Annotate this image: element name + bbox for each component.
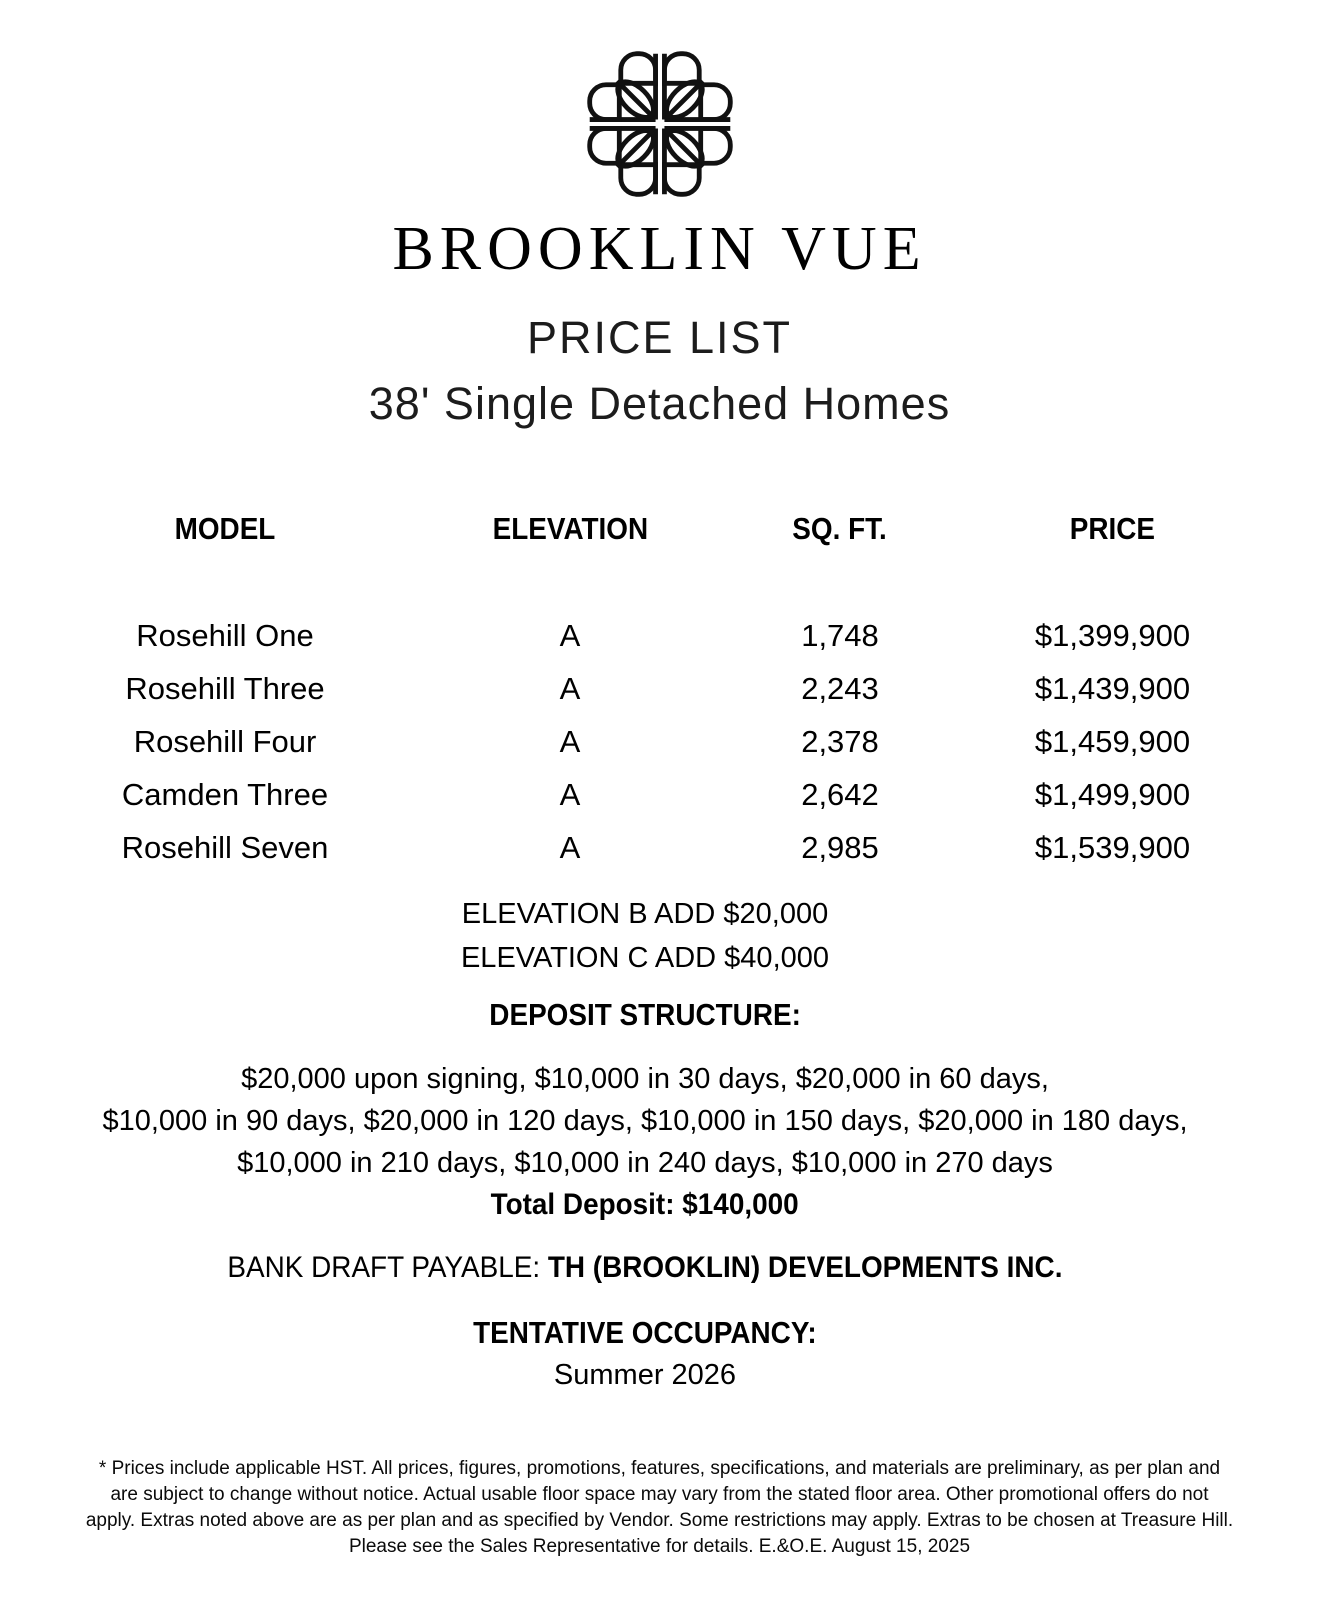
table-header-row [0, 510, 1235, 548]
disclaimer-line: Please see the Sales Representative for details. E.&O.E. August 15, 2025 [348, 1536, 971, 1557]
sqft-cell: 1,748 [801, 618, 879, 653]
brand-name: BROOKLIN VUE [392, 215, 927, 283]
model-cell: Rosehill One [136, 618, 314, 653]
elevation-cell: A [559, 724, 581, 759]
deposit-schedule [0, 1058, 1290, 1226]
sqft-cell: 2,642 [801, 777, 879, 812]
elevation-cell: A [559, 777, 581, 812]
bank-draft-line [0, 1246, 1290, 1289]
elevation-cell: A [559, 671, 581, 706]
bank-draft-payee: TH (BROOKLIN) DEVELOPMENTS INC. [547, 1251, 1063, 1284]
total-deposit: Total Deposit: $140,000 [490, 1188, 800, 1221]
elevation-notes [0, 892, 1290, 980]
column-header-elevation: ELEVATION [492, 511, 648, 546]
price-cell: $1,439,900 [1034, 671, 1191, 706]
deposit-line: $20,000 upon signing, $10,000 in 30 days, $20,000 in 60 days, [241, 1063, 1049, 1095]
price-cell: $1,399,900 [1034, 618, 1191, 653]
price-cell: $1,499,900 [1034, 777, 1191, 812]
elevation-cell: A [559, 618, 581, 653]
column-header-model: MODEL [174, 511, 276, 546]
model-cell: Rosehill Four [133, 724, 317, 759]
deposit-line: $10,000 in 90 days, $20,000 in 120 days, $10,000 in 150 days, $20,000 in 180 days, [102, 1105, 1188, 1137]
table-body [0, 609, 1235, 874]
table-row [0, 715, 1235, 768]
table-row [0, 821, 1235, 874]
bank-draft-label: BANK DRAFT PAYABLE: [227, 1251, 548, 1284]
sqft-cell: 2,378 [801, 724, 879, 759]
elevation-b-note: ELEVATION B ADD $20,000 [461, 898, 829, 930]
elevation-c-note: ELEVATION C ADD $40,000 [460, 942, 830, 974]
model-cell: Rosehill Seven [121, 830, 329, 865]
disclaimer-line: * Prices include applicable HST. All prices, figures, promotions, features, specifications, and materials are preliminary, as per plan and [98, 1458, 1221, 1479]
document-title: PRICE LIST [526, 312, 793, 363]
deposit-line: $10,000 in 210 days, $10,000 in 240 days, $10,000 in 270 days [237, 1147, 1053, 1179]
disclaimer-line: apply. Extras noted above are as per plan and as specified by Vendor. Some restrictions may apply. Extras to be chosen at Treasure Hill. [85, 1510, 1234, 1531]
elevation-cell: A [559, 830, 581, 865]
table-row [0, 662, 1235, 715]
price-table [0, 510, 1319, 874]
table-row [0, 609, 1235, 662]
legal-disclaimer [0, 1456, 1319, 1560]
model-cell: Camden Three [121, 777, 329, 812]
column-header-sqft: SQ. FT. [792, 511, 888, 546]
document-subtitle: 38' Single Detached Homes [368, 378, 951, 429]
model-cell: Rosehill Three [125, 671, 325, 706]
price-cell: $1,539,900 [1034, 830, 1191, 865]
brooklin-vue-logo-icon [585, 50, 735, 198]
column-header-price: PRICE [1069, 511, 1156, 546]
deposit-structure-heading: DEPOSIT STRUCTURE: [489, 997, 801, 1032]
tentative-occupancy-value: Summer 2026 [553, 1359, 737, 1391]
table-row [0, 768, 1235, 821]
sqft-cell: 2,243 [801, 671, 879, 706]
price-cell: $1,459,900 [1034, 724, 1191, 759]
disclaimer-line: are subject to change without notice. Actual usable floor space may vary from the stated floor area. Other promotional offers do not [110, 1484, 1209, 1505]
sqft-cell: 2,985 [801, 830, 879, 865]
document-header [0, 50, 1319, 430]
tentative-occupancy-heading: TENTATIVE OCCUPANCY: [473, 1315, 817, 1350]
